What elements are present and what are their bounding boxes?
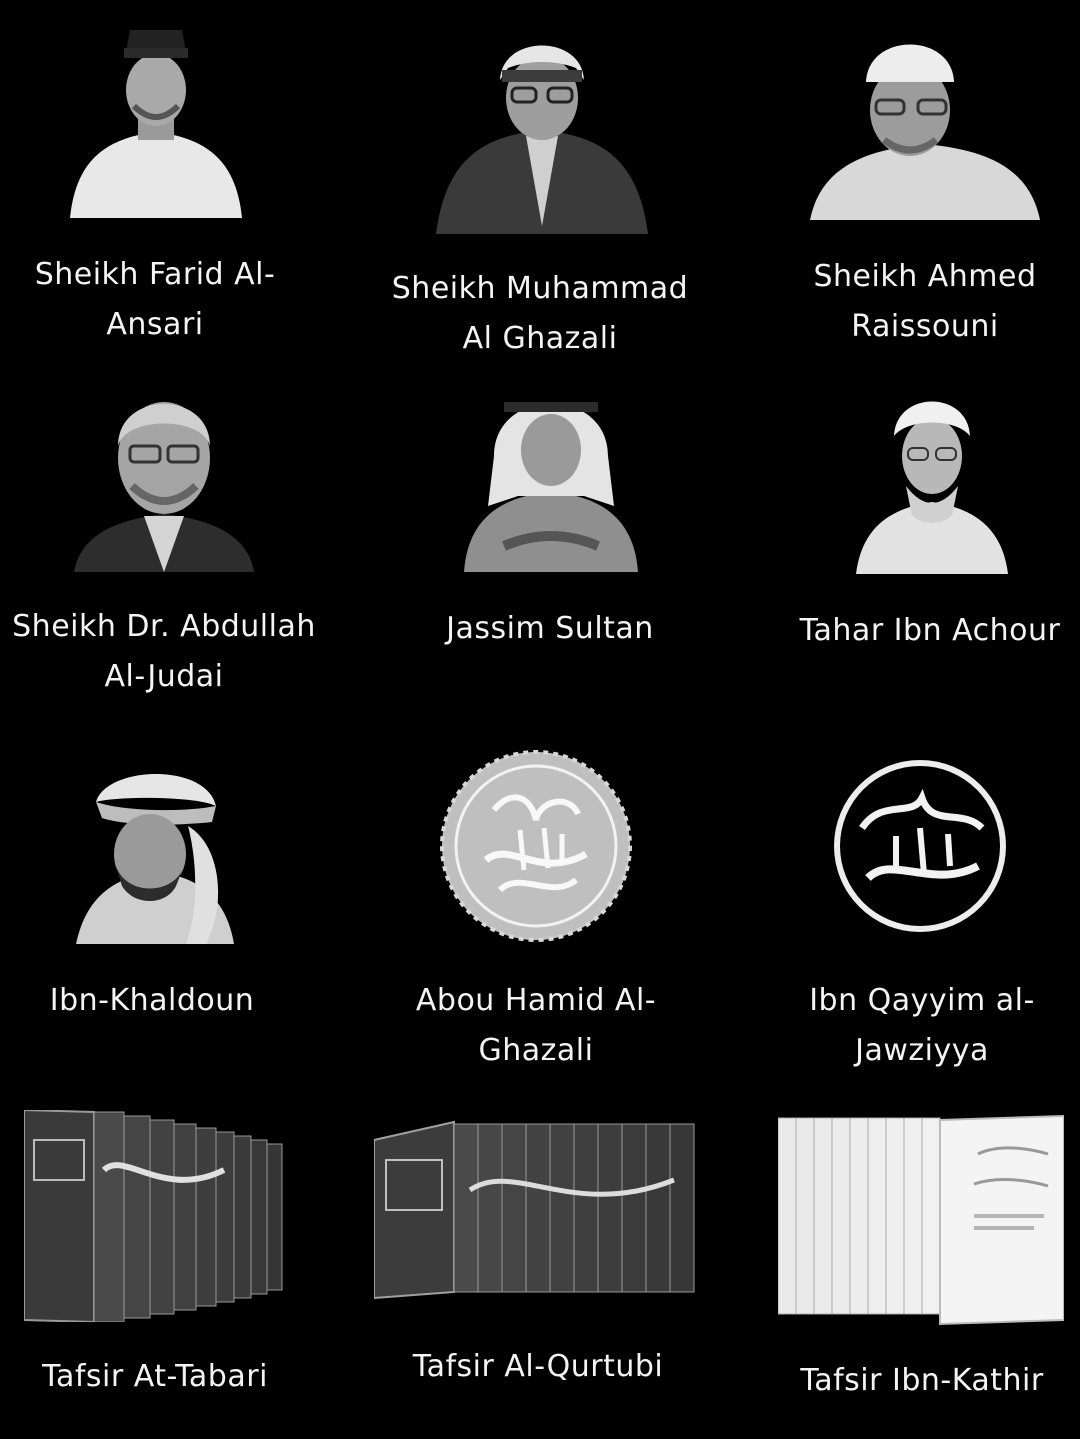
scholar-name: Sheikh Muhammad Al Ghazali bbox=[391, 271, 689, 356]
book-set-white-icon bbox=[778, 1114, 1064, 1326]
calligraphy-seal-icon bbox=[440, 750, 632, 942]
book-title: Tafsir Al-Qurtubi bbox=[412, 1349, 664, 1384]
scholar-name: Ibn Qayyim al- Jawziyya bbox=[809, 983, 1035, 1068]
book-title: Tafsir Ibn-Kathir bbox=[800, 1363, 1044, 1398]
scholar-name: Sheikh Dr. Abdullah Al-Judai bbox=[12, 609, 316, 694]
portrait-suit-icon bbox=[74, 386, 254, 572]
scholar-name: Ibn-Khaldoun bbox=[49, 983, 255, 1018]
portrait-fez-icon bbox=[68, 28, 244, 220]
portrait-ghutra-icon bbox=[464, 386, 638, 572]
portrait-drawing-turban-icon bbox=[76, 766, 234, 944]
portrait-kufi-glasses-icon bbox=[810, 30, 1040, 220]
scholar-name: Tahar Ibn Achour bbox=[799, 613, 1061, 648]
scholar-name: Sheikh Ahmed Raissouni bbox=[813, 259, 1037, 344]
book-title: Tafsir At-Tabari bbox=[42, 1359, 268, 1394]
book-set-dark-wide-icon bbox=[374, 1120, 700, 1300]
scholar-name: Jassim Sultan bbox=[446, 611, 654, 646]
scholar-name: Sheikh Farid Al- Ansari bbox=[34, 257, 276, 342]
portrait-turban-glasses-icon bbox=[436, 26, 648, 234]
scholar-name: Abou Hamid Al- Ghazali bbox=[415, 983, 657, 1068]
book-set-dark-icon bbox=[24, 1110, 288, 1322]
calligraphy-circle-icon bbox=[832, 758, 1008, 934]
portrait-elder-turban-icon bbox=[856, 390, 1008, 574]
